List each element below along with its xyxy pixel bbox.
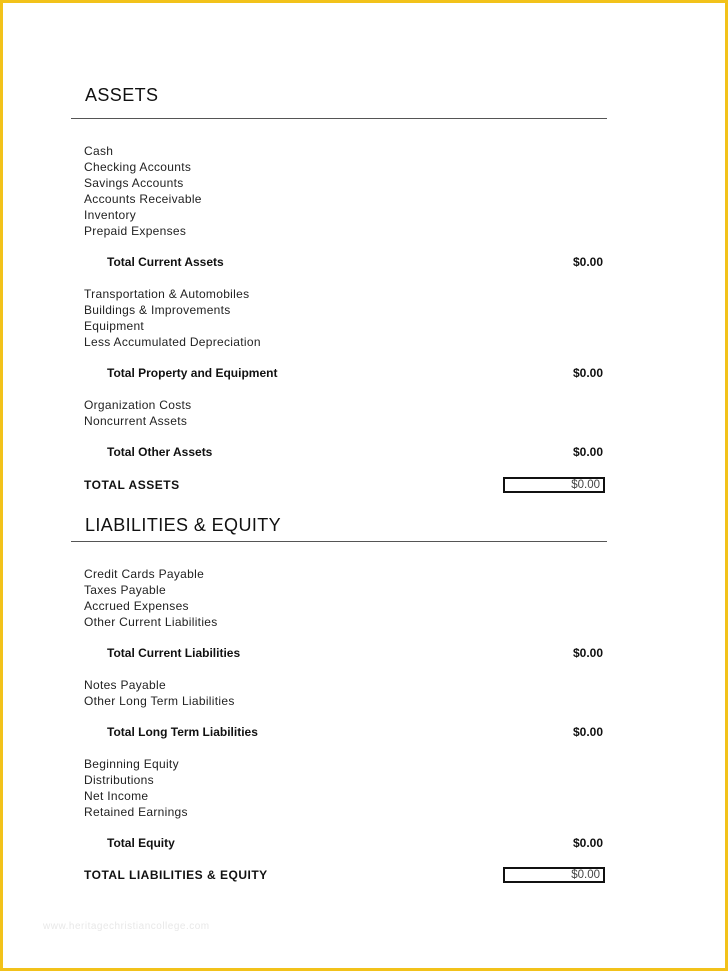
line-item-distributions: Distributions	[84, 773, 154, 787]
total-other-assets-label: Total Other Assets	[107, 445, 213, 459]
line-item-net-income: Net Income	[84, 789, 149, 803]
assets-divider	[71, 118, 607, 119]
line-item-savings-accounts: Savings Accounts	[84, 176, 184, 190]
total-liabilities-equity-value-box: $0.00	[503, 867, 605, 883]
total-current-assets-label: Total Current Assets	[107, 255, 224, 269]
total-current-assets-value: $0.00	[572, 255, 603, 269]
line-item-cash: Cash	[84, 144, 114, 158]
line-item-depreciation: Less Accumulated Depreciation	[84, 335, 261, 349]
line-item-credit-cards-payable: Credit Cards Payable	[84, 567, 205, 581]
total-other-assets-value: $0.00	[572, 445, 603, 459]
line-item-organization-costs: Organization Costs	[84, 398, 192, 412]
line-item-retained-earnings: Retained Earnings	[84, 805, 188, 819]
line-item-transportation: Transportation & Automobiles	[84, 287, 250, 301]
line-item-other-long-term-liabilities: Other Long Term Liabilities	[84, 694, 235, 708]
line-item-prepaid-expenses: Prepaid Expenses	[84, 224, 187, 238]
total-liabilities-equity-label: TOTAL LIABILITIES & EQUITY	[84, 868, 268, 882]
liabilities-equity-heading: LIABILITIES & EQUITY	[85, 515, 282, 535]
line-item-inventory: Inventory	[84, 208, 137, 222]
total-equity-label: Total Equity	[107, 836, 175, 850]
line-item-buildings: Buildings & Improvements	[84, 303, 231, 317]
line-item-accrued-expenses: Accrued Expenses	[84, 599, 189, 613]
line-item-notes-payable: Notes Payable	[84, 678, 166, 692]
line-item-beginning-equity: Beginning Equity	[84, 757, 179, 771]
line-item-noncurrent-assets: Noncurrent Assets	[84, 414, 188, 428]
line-item-equipment: Equipment	[84, 319, 145, 333]
total-equity-value: $0.00	[572, 836, 603, 850]
total-property-value: $0.00	[572, 366, 603, 380]
total-assets-label: TOTAL ASSETS	[84, 478, 180, 492]
total-assets-value-box: $0.00	[503, 477, 605, 493]
line-item-accounts-receivable: Accounts Receivable	[84, 192, 202, 206]
assets-heading: ASSETS	[85, 85, 159, 105]
watermark-text: www.heritagechristiancollege.com	[43, 921, 210, 932]
line-item-taxes-payable: Taxes Payable	[84, 583, 166, 597]
line-item-other-current-liabilities: Other Current Liabilities	[84, 615, 218, 629]
total-current-liabilities-value: $0.00	[572, 646, 603, 660]
line-item-checking-accounts: Checking Accounts	[84, 160, 192, 174]
total-current-liabilities-label: Total Current Liabilities	[107, 646, 241, 660]
liabilities-divider	[71, 541, 607, 542]
total-long-term-liabilities-value: $0.00	[572, 725, 603, 739]
total-long-term-liabilities-label: Total Long Term Liabilities	[107, 725, 258, 739]
total-property-label: Total Property and Equipment	[107, 366, 278, 380]
